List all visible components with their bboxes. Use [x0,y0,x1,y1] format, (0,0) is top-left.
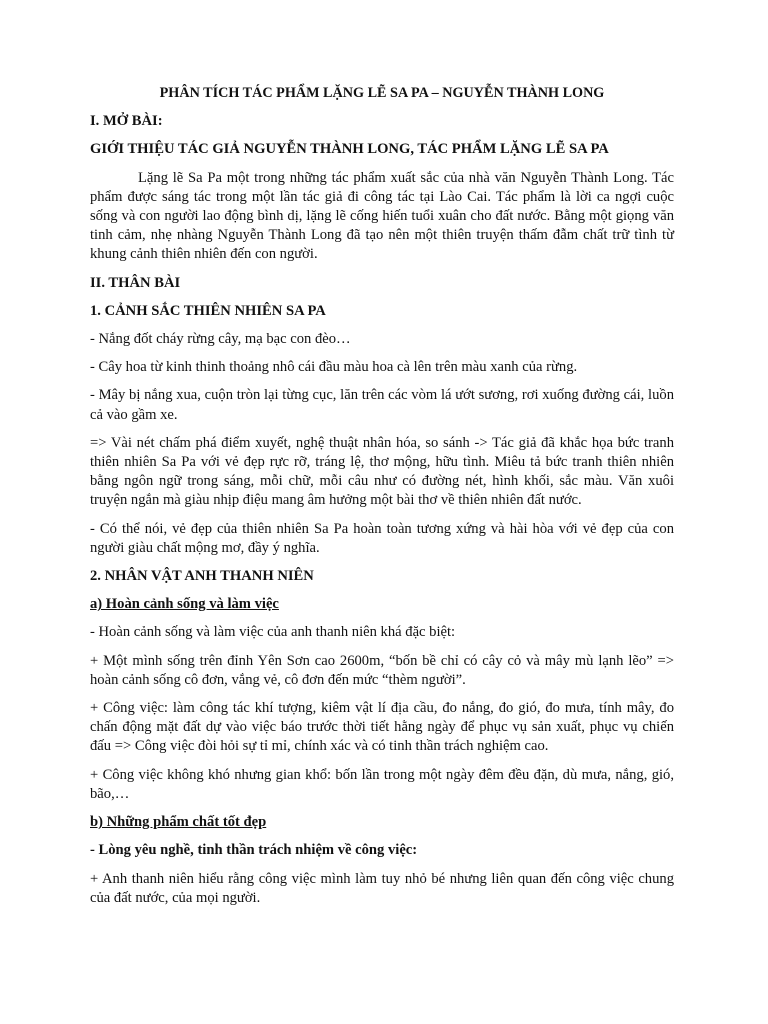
intro-paragraph: Lặng lẽ Sa Pa một trong những tác phẩm xuất sắc của nhà văn Nguyễn Thành Long. Tác phẩm được sáng tác trong một lần tác giả đi công tác tại Lào Cai. Tác phẩm là lời ca ngợi cuộc sống và con người lao động bình dị, lặng lẽ cống hiến tuổi xuân cho đất nước. Bằng một giọng văn tinh cảm, nhẹ nhàng Nguyễn Thành Long đã tạo nên một thiên truyện thấm đẫm chất trữ tình từ khung cảnh thiên nhiên đến con người. [90,169,674,263]
nature-paragraph: - Nắng đốt cháy rừng cây, mạ bạc con đèo… [90,331,351,348]
nature-paragraph: - Cây hoa từ kinh thinh thoảng nhô cái đầu màu hoa cà lên trên màu xanh của rừng. [90,359,578,376]
nature-paragraph: - Có thể nói, vẻ đẹp của thiên nhiên Sa Pa hoàn toàn tương xứng và hài hòa với vẻ đẹp của con người giàu chất mộng mơ, đầy ý nghĩa. [90,520,674,556]
section-subheading-intro: GIỚI THIỆU TÁC GIẢ NGUYỄN THÀNH LONG, TÁC PHẨM LẶNG LẼ SA PA [90,141,609,158]
quality-paragraph: + Anh thanh niên hiểu rằng công việc mình làm tuy nhỏ bé nhưng liên quan đến công việc chung của đất nước, của mọi người. [90,870,674,906]
nature-paragraph: - Mây bị nắng xua, cuộn tròn lại từng cục, lăn trên các vòm lá ướt sương, rơi xuống đường cái, luồn cả vào gầm xe. [90,387,674,423]
nature-paragraph: => Vài nét chấm phá điểm xuyết, nghệ thuật nhân hóa, so sánh -> Tác giả đã khắc họa bức tranh thiên nhiên Sa Pa với vẻ đẹp rực rỡ, tráng lệ, thơ mộng, hữu tình. Miêu tả bức tranh thiên nhiên bằng ngôn ngữ trong sáng, mỗi chữ, mỗi câu như có đường nét, hình khối, sắc màu. Văn xuôi truyện ngắn mà giàu nhịp điệu mang âm hưởng một bài thơ về thiên nhiên đất nước. [90,434,674,509]
circumstance-paragraph: - Hoàn cảnh sống và làm việc của anh thanh niên khá đặc biệt: [90,624,456,641]
quality-heading: - Lòng yêu nghề, tinh thần trách nhiệm về công việc: [90,842,418,859]
document-page [90,84,674,917]
section-heading-intro: I. MỞ BÀI: [90,113,163,130]
circumstance-paragraph: + Công việc: làm công tác khí tượng, kiêm vật lí địa cầu, đo nắng, đo gió, đo mưa, tính mây, đo chấn động mặt đất dự vào việc báo trước thời tiết hằng ngày để phục vụ sản xuất, phục vụ chiến đấu => Công việc đòi hỏi sự tỉ mỉ, chính xác và có tinh thần trách nghiệm cao. [90,700,674,755]
document-title: PHÂN TÍCH TÁC PHẨM LẶNG LẼ SA PA – NGUYỄN THÀNH LONG [159,85,605,101]
circumstance-paragraph: + Một mình sống trên đỉnh Yên Sơn cao 2600m, “bốn bề chỉ có cây cỏ và mây mù lạnh lẽo” => hoàn cảnh sống cô đơn, vắng vẻ, cô đơn đến mức “thèm người”. [90,652,674,688]
subheading-qualities: b) Những phẩm chất tốt đẹp [90,814,267,831]
circumstance-paragraph: + Công việc không khó nhưng gian khổ: bốn lần trong một ngày đêm đều đặn, dù mưa, nắng, gió, bão,… [90,766,674,802]
part-heading-character: 2. NHÂN VẬT ANH THANH NIÊN [90,568,314,585]
part-heading-nature: 1. CẢNH SẮC THIÊN NHIÊN SA PA [90,302,326,319]
subheading-circumstance: a) Hoàn cảnh sống và làm việc [90,596,279,613]
section-heading-body: II. THÂN BÀI [90,274,181,291]
